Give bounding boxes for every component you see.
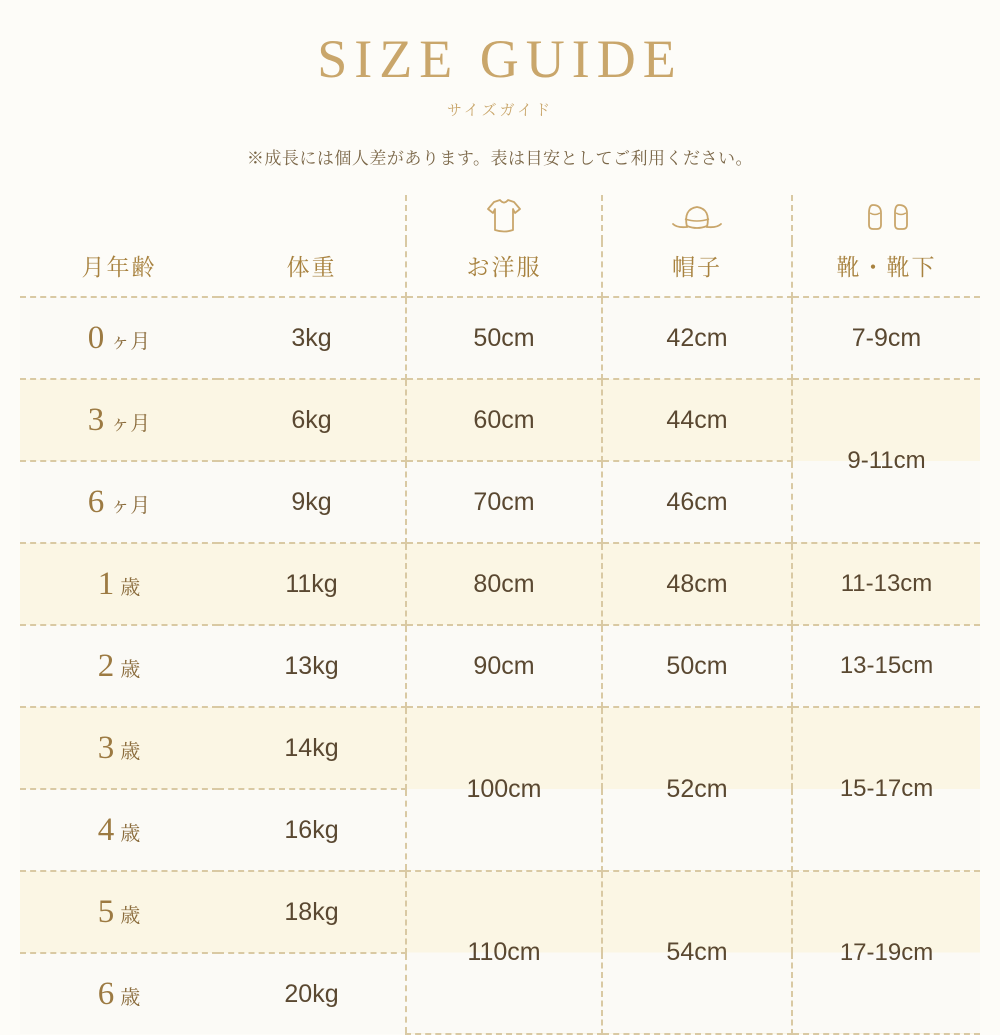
cell-shoes: 15-17cm xyxy=(792,707,980,871)
cell-age xyxy=(20,871,218,953)
cell-weight: 3kg xyxy=(218,297,406,379)
icon-cell-clothes xyxy=(406,195,602,241)
table-row xyxy=(20,625,980,707)
age-number: 5 xyxy=(97,893,115,930)
cell-hat: 42cm xyxy=(602,297,792,379)
age-number: 0 xyxy=(87,319,105,356)
dress-icon xyxy=(407,197,601,240)
shoes-icon xyxy=(793,199,980,238)
cell-weight: 20kg xyxy=(218,953,406,1034)
cell-hat: 50cm xyxy=(602,625,792,707)
cell-age xyxy=(20,625,218,707)
age-number: 6 xyxy=(87,483,105,520)
cell-weight: 14kg xyxy=(218,707,406,789)
cell-weight: 6kg xyxy=(218,379,406,461)
cell-hat: 44cm xyxy=(602,379,792,461)
column-header-age: 月年齢 xyxy=(20,241,218,297)
column-header-hat: 帽子 xyxy=(602,241,792,297)
page-subtitle: サイズガイド xyxy=(446,102,554,120)
age-number: 3 xyxy=(87,401,105,438)
size-table-wrapper xyxy=(20,195,980,1035)
table-row xyxy=(20,543,980,625)
age-number: 2 xyxy=(97,647,115,684)
cell-clothes: 110cm xyxy=(406,871,602,1034)
page-header xyxy=(0,0,1000,169)
icon-cell-age xyxy=(20,195,218,241)
table-row xyxy=(20,297,980,379)
cell-age xyxy=(20,543,218,625)
age-unit: 歳 xyxy=(120,576,141,599)
cell-clothes: 70cm xyxy=(406,461,602,543)
age-number: 6 xyxy=(97,975,115,1012)
column-header-row xyxy=(20,241,980,297)
age-number: 1 xyxy=(97,565,115,602)
cell-age xyxy=(20,297,218,379)
cell-age xyxy=(20,707,218,789)
age-unit: 歳 xyxy=(120,822,141,845)
column-header-clothes: お洋服 xyxy=(406,241,602,297)
icon-cell-shoes xyxy=(792,195,980,241)
cell-age xyxy=(20,953,218,1034)
cell-weight: 16kg xyxy=(218,789,406,871)
size-table xyxy=(20,195,980,1035)
cell-shoes: 7-9cm xyxy=(792,297,980,379)
cell-clothes: 80cm xyxy=(406,543,602,625)
age-number: 4 xyxy=(97,811,115,848)
cell-hat: 46cm xyxy=(602,461,792,543)
page-note: ※成長には個人差があります。表は目安としてご利用ください。 xyxy=(246,149,754,169)
table-row xyxy=(20,871,980,953)
age-unit: 歳 xyxy=(120,904,141,927)
cell-weight: 11kg xyxy=(218,543,406,625)
age-unit: ヶ月 xyxy=(110,494,151,517)
cell-age xyxy=(20,379,218,461)
cell-age xyxy=(20,461,218,543)
cell-shoes: 13-15cm xyxy=(792,625,980,707)
age-number: 3 xyxy=(97,729,115,766)
table-row xyxy=(20,379,980,461)
cell-hat: 54cm xyxy=(602,871,792,1034)
cell-clothes: 50cm xyxy=(406,297,602,379)
page-title: SIZE GUIDE xyxy=(317,29,683,89)
age-unit: ヶ月 xyxy=(110,330,151,353)
cell-weight: 18kg xyxy=(218,871,406,953)
cell-age xyxy=(20,789,218,871)
age-unit: 歳 xyxy=(120,658,141,681)
age-unit: 歳 xyxy=(120,740,141,763)
cell-clothes: 90cm xyxy=(406,625,602,707)
cell-hat: 48cm xyxy=(602,543,792,625)
age-unit: 歳 xyxy=(120,986,141,1009)
icon-cell-weight xyxy=(218,195,406,241)
cell-shoes: 11-13cm xyxy=(792,543,980,625)
age-unit: ヶ月 xyxy=(110,412,151,435)
icon-cell-hat xyxy=(602,195,792,241)
column-header-weight: 体重 xyxy=(218,241,406,297)
cell-shoes: 9-11cm xyxy=(792,379,980,543)
column-header-shoes: 靴・靴下 xyxy=(792,241,980,297)
cell-clothes: 60cm xyxy=(406,379,602,461)
table-row xyxy=(20,707,980,789)
cell-shoes: 17-19cm xyxy=(792,871,980,1034)
cell-hat: 52cm xyxy=(602,707,792,871)
cell-weight: 13kg xyxy=(218,625,406,707)
cell-weight: 9kg xyxy=(218,461,406,543)
icon-row xyxy=(20,195,980,241)
cell-clothes: 100cm xyxy=(406,707,602,871)
hat-icon xyxy=(603,199,791,238)
